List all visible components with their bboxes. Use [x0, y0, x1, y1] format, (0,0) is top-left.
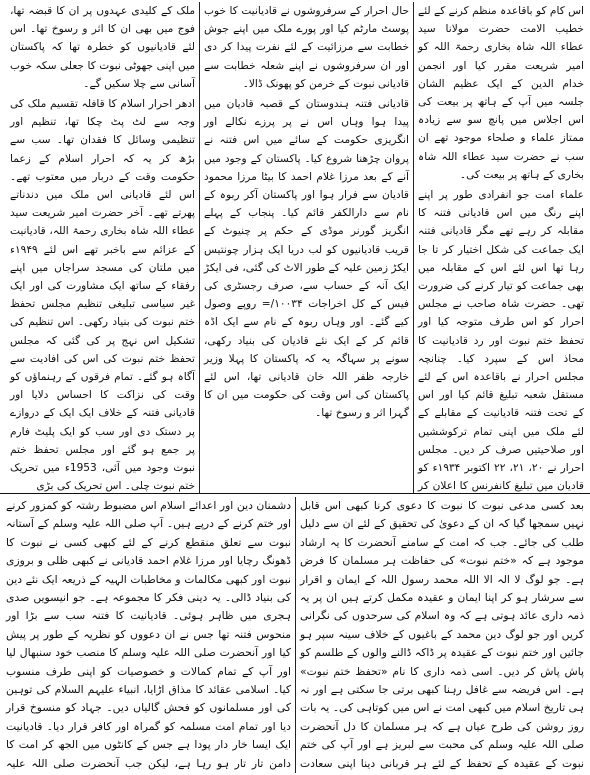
lower-column-right [296, 497, 588, 773]
section-divider [0, 493, 590, 494]
upper-column-middle [199, 2, 414, 493]
paragraph: ملک کے کلیدی عہدوں پر ان کا قبضہ تھا، فوج میں بھی ان کا اثر و رسوخ تھا۔ اس لئے قادیانیوں کو خطرہ تھا کہ پاکستان میں اپنی جھوٹی نبوت کا جعلی سکہ خوب آسانی سے چلا سکیں گے۔ [10, 5, 195, 90]
lower-column-left [2, 497, 296, 773]
paragraph: ادھر احرار اسلام کا قافلہ تقسیم ملک کی وجہ سے لٹ پٹ چکا تھا، تنظیم اور تنظیمی وسائل کا فقدان تھا۔ سب سے بڑھ کر یہ کہ احرار اسلام کے زعما حکومت وقت کے دربار میں معتوب تھے۔ اس لئے قادیانی اس ملک میں دندناتے پھرتے تھے۔ آخر حضرت امیر شریعت سید عطاء اللہ شاہ بخاری رحمۃ اللہ، قادیانیت کے عزائم سے باخبر تھے اس لئے ۱۹۴۹ء میں ملتان کی مسجد سراجاں میں اپنے رفقاء کے ساتھ ایک مشاورت کی اور ایک غیر سیاسی تبلیغی تنظیم مجلس تحفظ ختم نبوت کی بنیاد رکھی۔ اس تنظیم کی تشکیل اس نہج پر کی گئی کہ مجلس تحفظ ختم نبوت کی اس کی افادیت سے آگاہ ہو گئے۔ تمام فرقوں کے رہنماؤں کو وقت کی نزاکت کا احساس دلایا اور قادیانی فتنہ کے خلاف ایک ایک کے دروازے پر دستک دی اور سب کو ایک پلیٹ فارم پر جمع ہو گئے اور مجلس تحفظ ختم نبوت وجود میں آئی، 1953ء میں تحریک ختم نبوت چلی۔ اس تحریک کی بڑی [10, 98, 195, 493]
paragraph: دشمنان دین اور اعدائے اسلام اس مضبوط رشتہ کو کمزور کرنے اور ختم کرنے کے درپے ہیں۔ آپ صلی اللہ علیہ وسلم کے آستانہ نبوت سے تعلق منقطع کرنے کے لئے کبھی کسی نے نبوت کا ڈھونگ رچایا اور مرزا غلام احمد قادیانی نے کبھی ظلی و بروزی نبوت اور کبھی مکالمات و مخاطبات الہیہ کے ذریعہ ایک نئے دین کی بنیاد ڈالی۔ یہ دینی فکر کا مجموعہ ہے۔ جو انیسویں صدی ہجری میں ظاہر ہوئی۔ قادیانیت کا فتنہ سب سے بڑا اور منحوس فتنہ تھا جس نے ان دعووں کو نظریہ کے طور پر پیش کیا اور آنحضرت صلی اللہ علیہ وسلم کا منصب خود سنبھال لیا اور آپ کے تمام کمالات و خصوصیات کو اپنی طرف منسوب کیا۔ اسلامی عقائد کا مذاق اڑایا، انبیاء علیہم السلام کی توہین کی اور مسلمانوں کو فحش گالیاں دیں۔ جہاد کو منسوخ قرار دیا اور تمام امت مسلمہ کو گمراہ اور کافر قرار دیا۔ قادیانیت ایک ایسا خار دار پودا ہے جس کے کانٹوں میں الجھ کر امت کا دامن تار تار ہو رہا ہے، لیکن جب آنحضرت صلی اللہ علیہ [6, 499, 291, 770]
paragraph: علماء امت جو انفرادی طور پر اپنے اپنے رنگ میں اس قادیانی فتنہ کا مقابلہ کر رہے تھے مگر قادیانی فتنہ ایک جماعت کی شکل اختیار کر تا جا رہا تھا اس لئے اس کے مقابلہ میں بھی جماعت کو تیار کرنے کی ضرورت تھی۔ حضرت شاہ صاحب نے مجلس احرار کو اس طرف متوجہ کیا اور تحفظ ختم نبوت اور رد قادیانیت کا محاذ اس کے سپرد کیا۔ چنانچہ مجلس احرار نے باقاعدہ اس کے لئے مستقل شعبہ تبلیغ قائم کیا اور اس کے تحت فتنہ قادیانیت کے مقابلے کے لئے ملک میں اپنی تمام ترکوششیں اور صلاحیتیں صرف کر دیں۔ مجلس احرار نے ۲۰، ۲۱، ۲۲ اکتوبر ۱۹۳۴ء کو قادیان میں تبلیغ کانفرنس کا اعلان کر [418, 189, 585, 493]
upper-column-right [414, 2, 588, 493]
paragraph: قادیانی فتنہ ہندوستان کے قصبہ قادیان میں پیدا ہوا وہاں اس نے پر پرزے نکالے اور انگریزی حکومت کے سائے میں اس فتنہ نے پروان چڑھنا شروع کیا۔ پاکستان کے وجود میں آنے کے بعد مرزا غلام احمد کا بیٹا مرزا محمود قادیان سے فرار ہوا اور پاکستان آکر ربوہ کے نام سے دارالکفر قائم کیا۔ پنجاب کے پہلے انگریز گورنر موڈی کے حکم پر چنیوٹ کے قریب قادیانیوں کو لب دریا ایک ہزار چونتیس ایکڑ زمین علیہ کے طور الاٹ کی گئی، فی ایکڑ ایک آنہ کے حساب سے، صرف رجسٹری کی فیس کے کل اخراجات ۱۰۰۳۴/= روپے وصول کیے گئے۔ اور وہاں ربوہ کے نام سے ایک اڈہ قائم کر کے ایک نئے قادیان کی بنیاد رکھی، سونے پر سہاگہ یہ کہ پاکستان کا پہلا وزیر خارجہ ظفر اللہ خان قادیانی تھا، اس لئے پاکستان کی اس وقت کی حکومت میں ان کا گہرا اثر و رسوخ تھا۔ [204, 98, 409, 420]
paragraph: بعد کسی مدعی نبوت کا نبوت کا دعوی کرنا کبھی اس قابل نہیں سمجھا گیا کہ ان کے دعویٰ کی تحقیق کے لئے ان سے دلیل طلب کی جائے۔ جب کہ امت کے سامنے آنحضرت کا یہ ارشاد موجود ہے کہ «ختم نبوت» کی حفاظت ہر مسلمان کا فرض ہے۔ جو لوگ لا الہ الا اللہ محمد رسول اللہ کے ایمان و اقرار سے سرشار ہو کر اپنا ایمان و عقیدہ مکمل کرتے ہیں ان پر یہ ذمہ داری عائد ہوتی ہے کہ وہ اسلام کی سرحدوں کی نگرانی کریں اور جو لوگ دین محمد کے باغیوں کے خلاف سینہ سپر ہو جائیں اور ختم نبوت کے عقیدہ پر ڈاکہ ڈالنے والوں کے طلسم کو پاش پاش کر دیں۔ اسی ذمہ داری کا نام «تحفظ ختم نبوت» ہے۔ اس فریضہ سے غافل رہنا کبھی برتی جا سکتی ہے اور نہ ہی تاریخ اسلام میں کبھی امت نے اس میں کوتاہی کی۔ یہ بات روز روشن کی طرح عیاں ہے کہ ہر مسلمان کا دل آنحضرت صلی اللہ علیہ وسلم کی محبت سے لبریز ہے اور آپ کی ختم نبوت کے عقیدہ کے تحفظ کے لئے ہر قربانی دینا اپنی سعادت [300, 499, 584, 770]
upper-column-left [6, 2, 199, 493]
paragraph: حال احرار کے سرفروشوں نے قادیانیت کا خوب پوسٹ مارٹم کیا اور پورے ملک میں اپنے جوش خطابت سے مرزائیت کے لئے نفرت پیدا کر دی اور ان سرفروشوں نے اپنے شعلہ خطابت سے قادیانی نبوت کے خرمن کو پھونک ڈالا۔ [204, 5, 409, 90]
lower-section [0, 497, 590, 773]
paragraph: اس کام کو باقاعدہ منظم کرنے کے لئے خطیب الامت حضرت مولانا سید عطاء اللہ شاہ بخاری رحمۃ اللہ کو امیر شریعت مقرر کیا اور انجمن خدام الدین کے ایک عظیم الشان جلسہ میں آپ کے ہاتھ پر بیعت کی اس اجلاس میں پانچ سو سے زیادہ ممتاز علماء و صلحاء موجود تھے ان سب نے حضرت سید عطاء اللہ شاہ بخاری کے ہاتھ پر بیعت کی۔ [418, 5, 584, 181]
